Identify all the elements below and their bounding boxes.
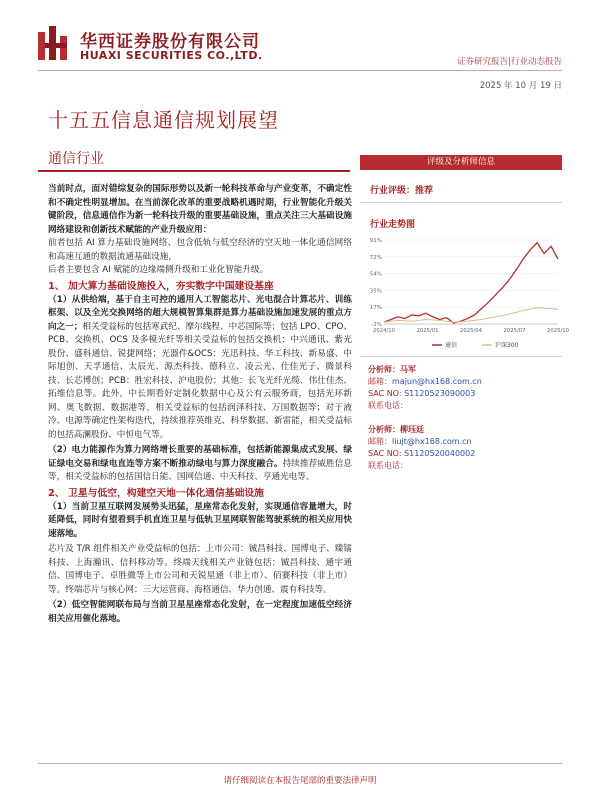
- rating-analyst-header: 评级及分析师信息: [360, 155, 562, 170]
- industry-divider: [38, 170, 350, 172]
- section-1-paragraph-1-lead: （1）从供给端，基于自主可控的通用人工智能芯片、光电混合计算芯片、训练框架、以及全光交换网络的超大规模智算集群是算力基础设施加速发展的重点方向之一；: [48, 294, 352, 332]
- x-tick-label: 2025/07: [503, 328, 526, 334]
- company-name-en: HUAXI SECURITIES CO.,LTD.: [80, 49, 263, 62]
- chart-divider: [360, 356, 562, 357]
- legend-label: 沪深300: [495, 342, 519, 349]
- huaxi-logo-icon: [38, 26, 70, 60]
- analyst-name: 马军: [400, 365, 416, 374]
- section-2-heading: 2、 卫星与低空，构建空天地一体化通信基础设施: [48, 487, 264, 499]
- intro-paragraph-2: 前者包括 AI 算力基础设施网络、包含低轨与低空经济的空天地一体化通信网络和高速互通的数据流通基础设施，: [48, 238, 352, 262]
- y-tick-label: 72%: [369, 254, 382, 261]
- x-tick-label: 2025/04: [459, 328, 483, 334]
- industry-rating: [370, 183, 433, 196]
- analyst-sac-number: S1120523090003: [404, 389, 476, 398]
- report-body: [48, 183, 352, 626]
- analyst-email-link[interactable]: liujt@hx168.com.cn: [392, 437, 472, 446]
- rating-label: 行业评级：: [370, 186, 416, 196]
- report-type: 证券研究报告|行业动态报告: [457, 57, 562, 67]
- rating-value: 推荐: [415, 186, 434, 196]
- section-2-paragraph-2: 芯片及 T/R 组件相关产业受益标的包括：上市公司：铖昌科技、国博电子、臻镭科技、上海瀚讯、信科移动等。终端天线相关产业链包括：铖昌科技、通宇通信、国博电子、卓胜微等上市公司和天锐星通（非上市）、佰赛科技（非上市）等。终端芯片与核心网：三大运营商、海格通信、华力创通、震有科技等。: [48, 544, 352, 595]
- legend-label: 通信: [445, 342, 458, 349]
- section-2-paragraph-3: （2）低空智能网联布局与当前卫星星座常态化发射，在一定程度加速低空经济相关应用催化落地。: [48, 600, 352, 624]
- analyst-role: 分析师：: [368, 365, 400, 374]
- section-1-paragraph-1-text: 相关受益标的包括寒武纪、摩尔线程、中芯国际等；包括 LPO、CPO、PCB、交换机、OCS 及多模光纤等相关受益标的包括交换机：中兴通讯、紫光股份、盛科通信、锐捷网络；光器件&OCS：光迅科技、华工科技、新易盛、中际旭创、天孚通信、太辰光、源杰科技、德科立、凌云光、仕佳光子、腾景科技、长芯博创；PCB：胜宏科技、沪电股份；其他：长飞光纤光缆、伟仕佳杰、拓维信息等。此外，中长期看好定制化数据中心及公有云服务商，包括光环新网、奥飞数据、数据港等，相关受益标的包括润泽科技、万国数据等；对于液冷、电源等确定性架构迭代，持续推荐英维克、科华数据、新雷能，相关受益标的包括高澜股份、中恒电气等。: [48, 321, 352, 440]
- series-line-csi300: [384, 308, 558, 322]
- footer-divider: [38, 763, 562, 764]
- y-tick-label: 35%: [369, 288, 382, 295]
- report-date: 2025 年 10 月 19 日: [479, 81, 562, 91]
- section-1-heading: 1、 加大算力基础设施投入，夯实数字中国建设基座: [48, 280, 274, 292]
- report-title: 十五五信息通信规划展望: [48, 108, 279, 132]
- y-tick-label: 17%: [369, 305, 382, 312]
- section-1-paragraph-2-text: 持续推荐威胜信息等，相关受益标的包括国信日能、国网信通、中天科技、亨通光电等。: [48, 458, 352, 482]
- intro-paragraph: 当前时点，面对错综复杂的国际形势以及新一轮科技革命与产业变革，不确定性和不确定性明显增加。在当前深化改革的重要战略机遇时期，行业智能化升级关键阶段，信息通信作为新一轮科技升级的重要基础设施，重点关注三大基础设施网络建设和创新技术赋能的产业升级应用：: [48, 184, 352, 235]
- x-tick-label: 2024/10: [372, 328, 396, 334]
- rating-divider: [360, 202, 562, 203]
- section-2-paragraph-1: （1）当前卫星互联网发展势头迅猛，星座常态化发射，实现通信容量增大，时延降低，同时有望看到手机直连卫星与低轨卫星网联智能驾驶系统的相关应用快速落地。: [48, 501, 352, 539]
- analyst-name: 柳珏廷: [400, 425, 424, 434]
- sac-label: SAC NO:: [368, 449, 402, 458]
- series-line-telecom: [384, 243, 558, 323]
- analyst-card-1: [368, 364, 482, 412]
- industry-heading: 通信行业: [48, 151, 104, 167]
- analyst-sac-number: S1120520040002: [404, 449, 476, 458]
- y-tick-label: -2%: [371, 322, 382, 328]
- email-label: 邮箱：: [368, 437, 392, 446]
- legal-notice: 请仔细阅读在本报告尾部的重要法律声明: [223, 776, 377, 786]
- y-tick-label: 54%: [369, 271, 382, 278]
- sac-label: SAC NO:: [368, 389, 402, 398]
- x-tick-label: 2025/10: [546, 328, 570, 334]
- section-1-paragraph-2-lead: （2）电力能源作为算力网络增长重要的基础标准，包括新能源集成式发展、绿证绿电交易和绿电直连等方案不断推动绿电与算力深度融合。: [48, 445, 352, 469]
- phone-label: 联系电话：: [368, 401, 408, 410]
- y-tick-label: 91%: [369, 238, 382, 244]
- analyst-email-link[interactable]: majun@hx168.com.cn: [392, 377, 482, 386]
- company-name-cn: 华西证券股份有限公司: [80, 32, 260, 52]
- section-1-paragraph-2: [48, 444, 352, 485]
- header-divider: [38, 70, 562, 71]
- section-1-paragraph-1: [48, 294, 352, 443]
- chart-title: 行业走势图: [370, 220, 416, 230]
- phone-label: 联系电话：: [368, 461, 408, 470]
- intro-paragraph-3: 后者主要包含 AI 赋能的边缘端侧升级和工业化智能升级。: [48, 265, 269, 275]
- analyst-card-2: [368, 424, 475, 472]
- x-tick-label: 2025/01: [416, 328, 439, 334]
- industry-trend-chart: [362, 232, 570, 354]
- email-label: 邮箱：: [368, 377, 392, 386]
- analyst-role: 分析师：: [368, 425, 400, 434]
